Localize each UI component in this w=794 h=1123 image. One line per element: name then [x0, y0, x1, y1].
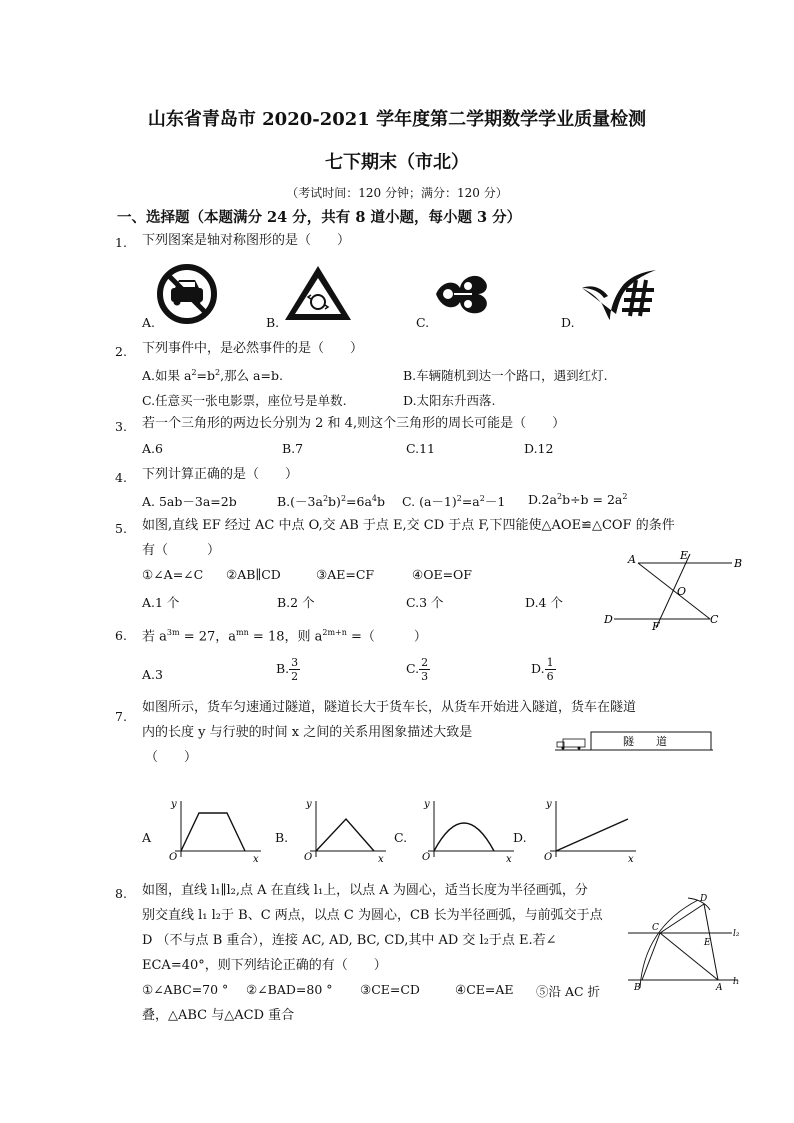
question-number: 6. — [115, 628, 127, 643]
condition-3: ③CE=CD — [360, 982, 420, 997]
svg-text:O: O — [304, 852, 313, 863]
answer-brackets: （ ） — [145, 750, 198, 765]
cloud-symbol-icon — [432, 268, 492, 320]
label-a: A — [628, 553, 636, 566]
option-a[interactable]: A. 5ab－3a=2b — [142, 494, 237, 509]
question-stem: 如图，直线 l₁∥l₂,点 A 在直线 l₁上，以点 A 为圆心，适当长度为半径画弧，分 — [142, 883, 588, 898]
condition-1: ①∠A=∠C — [142, 567, 204, 582]
option-b[interactable]: B.2 个 — [277, 595, 315, 610]
question-number: 1. — [115, 235, 127, 250]
condition-2: ②AB∥CD — [226, 567, 281, 582]
question-stem-cont: 内的长度 y 与行驶的时间 x 之间的关系用图象描述大致是 — [142, 725, 473, 740]
svg-text:x: x — [628, 854, 634, 865]
question-stem: 下列计算正确的是（ ） — [142, 467, 299, 482]
svg-text:y: y — [424, 799, 430, 810]
option-b[interactable]: $B.(-3a^2b)^2=6a^4b$ — [277, 493, 386, 509]
option-b[interactable]: B. — [266, 315, 280, 330]
condition-3: ③AE=CF — [316, 567, 375, 582]
option-c[interactable]: C. — [394, 830, 408, 845]
label-b: B — [634, 983, 641, 993]
label-d: D — [700, 894, 708, 904]
option-b[interactable]: B. $\frac{3}{2}$ — [276, 656, 299, 683]
graph-c — [408, 795, 518, 865]
option-d[interactable]: D. $\frac{1}{6}$ — [531, 656, 554, 683]
option-a[interactable]: A.1 个 — [142, 595, 180, 610]
question-number: 7. — [115, 709, 127, 724]
question-stem-cont: D （不与点 B 重合），连接 AC, AD, BC, CD,其中 AD 交 l₂于点 E.若∠ — [142, 933, 557, 948]
svg-text:O: O — [544, 852, 553, 863]
option-d[interactable]: D. — [561, 315, 575, 330]
label-l2: l₂ — [733, 929, 740, 939]
question-stem: 下列图案是轴对称图形的是（ ） — [142, 233, 351, 248]
svg-text:y: y — [306, 799, 312, 810]
option-a[interactable]: A.如果 $a^2=b^2$,那么 a=b. — [142, 367, 283, 383]
label-b: B — [734, 557, 743, 570]
condition-2: ②∠BAD=80 ° — [246, 982, 333, 997]
option-d[interactable]: D. — [513, 830, 527, 845]
option-b[interactable]: B.7 — [282, 441, 304, 456]
question-stem: 如图,直线 EF 经过 AC 中点 O,交 AB 于点 E,交 CD 于点 F,下四能使△AOE≌△COF 的条件 — [142, 518, 675, 533]
exam-info: （考试时间：120 分钟；满分：120 分） — [286, 186, 508, 200]
paper-subtitle: 七下期末（市北） — [325, 152, 469, 173]
graph-d — [530, 795, 640, 865]
label-l1: l₁ — [733, 977, 740, 987]
question-stem-cont: 叠，△ABC 与△ACD 重合 — [142, 1008, 295, 1023]
svg-text:O: O — [169, 852, 178, 863]
label-f: F — [652, 620, 660, 630]
question-number: 4. — [115, 470, 127, 485]
option-c[interactable]: C. — [416, 315, 430, 330]
no-car-sign-icon — [155, 262, 219, 326]
option-c[interactable]: C. $\frac{2}{3}$ — [406, 656, 429, 683]
option-d[interactable]: D.4 个 — [525, 595, 563, 610]
option-b[interactable]: B.车辆随机到达一个路口，遇到红灯. — [403, 368, 608, 383]
option-a[interactable]: A.6 — [142, 441, 163, 456]
option-c[interactable]: C.11 — [406, 441, 435, 456]
question-stem: 下列事件中，是必然事件的是（ ） — [142, 341, 364, 356]
condition-1: ①∠ABC=70 ° — [142, 982, 229, 997]
label-e: E — [704, 938, 711, 948]
option-a[interactable]: A — [142, 830, 152, 845]
label-c: C — [710, 613, 719, 626]
question-number: 5. — [115, 521, 127, 536]
condition-4: ④OE=OF — [412, 567, 472, 582]
option-d[interactable]: $D.2a^2b\div b = 2a^2$ — [528, 492, 628, 508]
svg-text:y: y — [546, 799, 552, 810]
svg-text:x: x — [253, 854, 259, 865]
option-a[interactable]: A. — [142, 315, 156, 330]
q8-geometry-figure — [620, 892, 750, 994]
tunnel-figure — [555, 728, 715, 754]
question-stem-cont: ECA=40°，则下列结论正确的有（ ） — [142, 958, 387, 973]
graph-a — [165, 795, 265, 865]
option-a[interactable]: A.3 — [142, 667, 163, 682]
svg-text:y: y — [171, 799, 177, 810]
condition-5: ⑤沿 AC 折 — [536, 984, 601, 999]
section-heading: 一、选择题（本题满分 24 分，共有 8 道小题，每小题 3 分） — [117, 209, 522, 226]
question-stem: 如图所示，货车匀速通过隧道，隧道长大于货车长，从货车开始进入隧道，货车在隧道 — [142, 700, 637, 715]
label-e: E — [680, 549, 689, 562]
paper-title: 山东省青岛市 2020-2021 学年度第二学期数学学业质量检测 — [147, 109, 647, 130]
question-number: 2. — [115, 344, 127, 359]
option-d[interactable]: D.太阳东升西落. — [403, 393, 496, 408]
option-c[interactable]: C.任意买一张电影票，座位号是单数. — [142, 393, 347, 408]
option-c[interactable]: C.3 个 — [406, 595, 444, 610]
question-stem: 若 $a^{3m} = 27$，$a^{mn} = 18$，则 $a^{2m+n}$ =（ ） — [142, 628, 427, 645]
q5-geometry-figure — [600, 548, 750, 630]
question-stem-cont: 有（ ） — [142, 543, 221, 558]
option-b[interactable]: B. — [275, 830, 289, 845]
option-d[interactable]: D.12 — [524, 441, 554, 456]
graph-b — [290, 795, 390, 865]
question-number: 8. — [115, 886, 127, 901]
question-number: 3. — [115, 419, 127, 434]
airline-logo-icon — [580, 266, 658, 322]
condition-4: ④CE=AE — [455, 982, 514, 997]
svg-text:x: x — [378, 854, 384, 865]
label-a: A — [716, 983, 723, 993]
question-stem-cont: 别交直线 l₁ l₂于 B、C 两点，以点 C 为圆心，CB 长为半径画弧，与前弧交于点 — [142, 908, 603, 923]
svg-text:x: x — [506, 854, 512, 865]
label-d: D — [604, 613, 613, 626]
label-o: O — [677, 585, 687, 598]
svg-text:O: O — [422, 852, 431, 863]
label-c: C — [652, 923, 659, 933]
option-c[interactable]: C. $(a-1)^2=a^2-1$ — [402, 493, 506, 509]
roundabout-sign-icon — [282, 262, 354, 324]
tunnel-label: 隧 道 — [623, 735, 667, 748]
question-stem: 若一个三角形的两边长分别为 2 和 4,则这个三角形的周长可能是（ ） — [142, 416, 566, 431]
